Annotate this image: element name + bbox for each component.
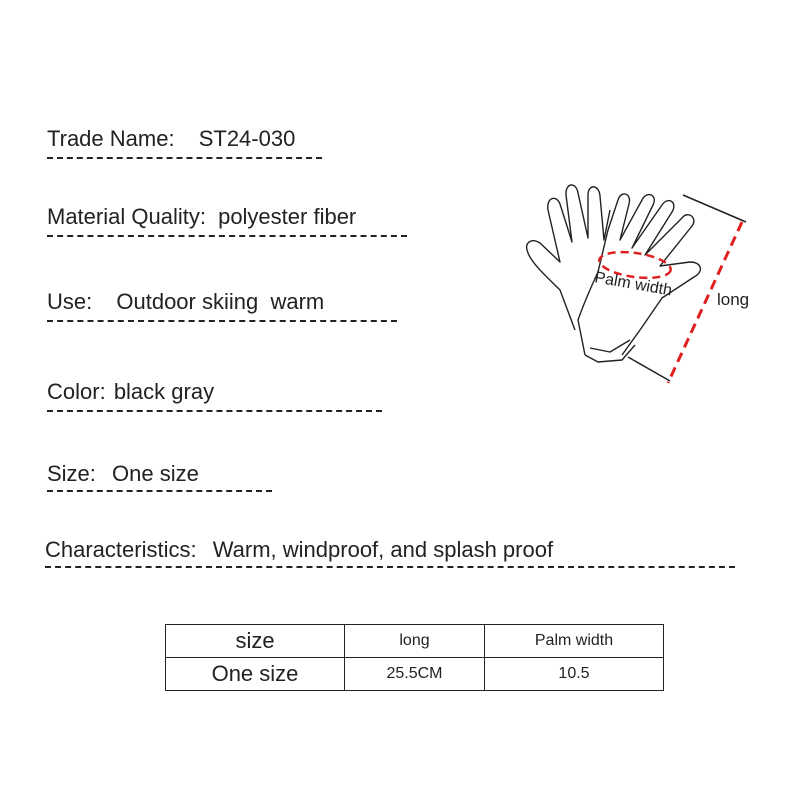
characteristics-row (45, 537, 553, 563)
table-row (166, 658, 664, 691)
color-value: black gray (113, 379, 215, 404)
material-value: polyester fiber (218, 204, 357, 229)
length-bottom-tick (628, 357, 670, 381)
divider (47, 410, 382, 412)
divider (47, 157, 322, 159)
cell-palm-width: 10.5 (485, 658, 664, 691)
trade-name-label: Trade Name: (47, 126, 175, 151)
header-size: size (166, 625, 345, 658)
divider (47, 320, 397, 322)
cell-long: 25.5CM (345, 658, 485, 691)
glove-diagram (515, 175, 785, 390)
use-value: Outdoor skiing warm (116, 289, 325, 314)
header-palm-width: Palm width (485, 625, 664, 658)
trade-name-value: ST24-030 (198, 126, 296, 151)
size-label: Size: (47, 461, 96, 486)
palm-width-label: Palm width (593, 269, 674, 300)
long-label: long (717, 290, 750, 309)
use-label: Use: (47, 289, 93, 314)
characteristics-value: Warm, windproof, and splash proof (212, 537, 554, 562)
material-label: Material Quality: (47, 204, 206, 229)
header-long: long (345, 625, 485, 658)
use-row (47, 289, 324, 315)
material-row (47, 204, 356, 230)
size-row (47, 461, 199, 487)
color-label: Color: (47, 379, 106, 404)
divider (47, 235, 407, 237)
size-table (165, 624, 664, 691)
characteristics-label: Characteristics: (45, 537, 197, 562)
cell-size: One size (166, 658, 345, 691)
divider (45, 566, 735, 568)
trade-name-row (47, 126, 295, 152)
color-row (47, 379, 214, 405)
size-value: One size (112, 461, 199, 486)
table-header-row (166, 625, 664, 658)
divider (47, 490, 272, 492)
